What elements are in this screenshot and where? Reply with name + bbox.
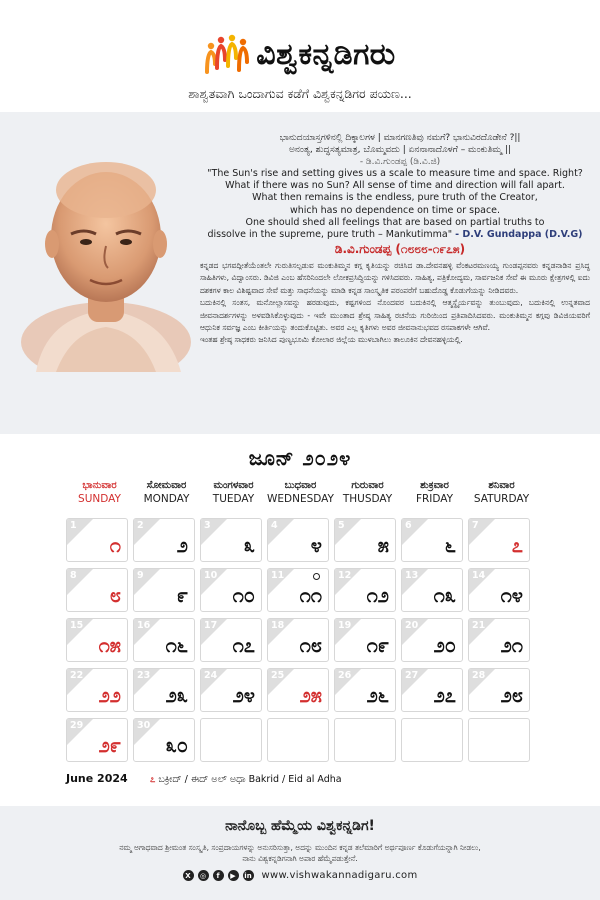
kannada-day-number: ೨೮	[500, 683, 523, 707]
day-number: 25	[271, 670, 285, 681]
kannada-day-number: ೨	[176, 533, 188, 557]
day-cell-12[interactable]	[334, 568, 396, 612]
weekday-kannada-label: ಮಂಗಳವಾರ	[213, 480, 254, 491]
portrait-image	[16, 142, 196, 372]
day-cell-15[interactable]	[66, 618, 128, 662]
kannada-day-number: ೨೦	[433, 633, 456, 657]
brand-logo-icon	[204, 34, 250, 74]
kannada-day-number: ೨೨	[98, 683, 121, 707]
day-number: 26	[338, 670, 352, 681]
kannada-day-number: ೧೭	[232, 633, 255, 657]
footer-description-line-1: ನಮ್ಮ ಅಗಾಧವಾದ ಶ್ರೀಮಂತ ಸಂಸ್ಕೃತಿ, ಸಂಪ್ರದಾಯಗಳನ್ನು ಅನುಸರಿಸುತ್ತಾ, ಅದನ್ನು ಮುಂದಿನ ಕನ್ನಡ ತಲೆಮಾರಿಗೆ ಅರ್ಥಪೂರ್ಣ ಕೊಡುಗೆಯನ್ನಾಗಿ ನೀಡಲು,	[119, 843, 481, 852]
weekday-kannada-label: ಭಾನುವಾರ	[82, 480, 117, 491]
day-cell-9[interactable]	[133, 568, 195, 612]
empty-day-cell	[200, 718, 262, 762]
slogan: ನಾನೊಬ್ಬ ಹೆಮ್ಮೆಯ ವಿಶ್ವಕನ್ನಡಿಗ!	[225, 818, 375, 834]
day-number: 27	[405, 670, 419, 681]
day-cell-5[interactable]	[334, 518, 396, 562]
day-number: 28	[472, 670, 486, 681]
kannada-day-number: ೯	[176, 583, 188, 607]
website-link[interactable]: www.vishwakannadigaru.com	[261, 870, 418, 881]
day-number: 6	[405, 520, 412, 531]
holiday-date: ೭	[150, 774, 156, 785]
english-quote-attribution: - D.V. Gundappa (D.V.G)	[455, 229, 583, 241]
day-number: 9	[137, 570, 144, 581]
day-cell-6[interactable]	[401, 518, 463, 562]
day-number: 23	[137, 670, 151, 681]
weekday-english-label: TUEDAY	[212, 493, 255, 505]
day-cell-4[interactable]	[267, 518, 329, 562]
english-quote-last-text: dissolve in the supreme, pure truth – Mankutimma"	[207, 229, 453, 241]
empty-day-cell	[468, 718, 530, 762]
english-quote-line: which has no dependence on time or space.	[289, 204, 501, 216]
weekday-kannada-label: ಶನಿವಾರ	[488, 480, 515, 491]
day-cell-24[interactable]	[200, 668, 262, 712]
kannada-day-number: ೧೯	[366, 633, 389, 657]
day-number: 1	[70, 520, 77, 531]
day-number: 29	[70, 720, 84, 731]
weekday-english-label: FRIDAY	[415, 493, 454, 505]
instagram-icon[interactable]: ◎	[198, 870, 209, 881]
empty-day-cell	[401, 718, 463, 762]
day-cell-14[interactable]	[468, 568, 530, 612]
kannada-day-number: ೧೮	[299, 633, 322, 657]
weekday-english-label: THUSDAY	[342, 493, 393, 505]
english-quote-line: One should shed all feelings that are based on partial truths to	[245, 216, 545, 228]
day-cell-13[interactable]	[401, 568, 463, 612]
kannada-day-number: ೧೨	[366, 583, 389, 607]
weekday-kannada-label: ಬುಧವಾರ	[284, 480, 317, 491]
bio-section	[0, 112, 600, 434]
holiday-text: ಬಕ್ರೀದ್ / ಈದ್ ಅಲ್ ಅಧಾ Bakrid / Eid al Adha	[158, 774, 342, 785]
weekday-monday	[133, 480, 200, 505]
english-quote-line: What if there was no Sun? All sense of time and direction will fall apart.	[225, 180, 565, 192]
kannada-day-number: ೧	[109, 533, 121, 557]
bio-text	[200, 260, 590, 347]
weekday-tueday	[200, 480, 267, 505]
weekday-english-label: SATURDAY	[473, 493, 530, 505]
day-cell-8[interactable]	[66, 568, 128, 612]
day-number: 3	[204, 520, 211, 531]
kannada-day-number: ೫	[377, 533, 389, 557]
calendar-grid	[66, 518, 530, 762]
kannada-day-number: ೨೪	[232, 683, 255, 707]
tagline: ಶಾಶ್ವತವಾಗಿ ಒಂದಾಗುವ ಕಡೆಗೆ ವಿಶ್ವಕನ್ನಡಿಗರ ಪಯಣ...	[188, 86, 412, 101]
day-number: 15	[70, 620, 84, 631]
weekday-kannada-label: ಗುರುವಾರ	[351, 480, 384, 491]
weekday-kannada-label: ಸೋಮವಾರ	[146, 480, 187, 491]
day-cell-19[interactable]	[334, 618, 396, 662]
kannada-day-number: ೩	[243, 533, 255, 557]
day-cell-29[interactable]	[66, 718, 128, 762]
day-number: 4	[271, 520, 278, 531]
day-number: 16	[137, 620, 151, 631]
empty-day-cell	[267, 718, 329, 762]
day-number: 19	[338, 620, 352, 631]
day-cell-27[interactable]	[401, 668, 463, 712]
kannada-day-number: ೧೧	[299, 583, 322, 607]
day-cell-20[interactable]	[401, 618, 463, 662]
day-number: 18	[271, 620, 285, 631]
kannada-day-number: ೮	[109, 583, 121, 607]
kannada-quote-attribution: - ಡಿ.ವಿ.ಗುಂಡಪ್ಪ (ಡಿ.ವಿ.ಜಿ)	[359, 157, 441, 167]
english-quote	[200, 168, 590, 241]
kannada-day-number: ೩೦	[165, 733, 188, 757]
day-number: 24	[204, 670, 218, 681]
kannada-day-number: ೧೦	[232, 583, 255, 607]
day-number: 5	[338, 520, 345, 531]
brand[interactable]	[0, 34, 600, 74]
empty-day-cell	[334, 718, 396, 762]
month-label: June 2024	[66, 772, 128, 785]
kannada-day-number: ೨೯	[98, 733, 121, 757]
kannada-day-number: ೨೩	[165, 683, 188, 707]
holiday-note	[150, 774, 342, 785]
kannada-day-number: ೨೭	[433, 683, 456, 707]
weekday-kannada-label: ಶುಕ್ರವಾರ	[420, 480, 449, 491]
weekday-english-label: MONDAY	[143, 493, 190, 505]
day-number: 7	[472, 520, 479, 531]
facebook-icon[interactable]: f	[213, 870, 224, 881]
brand-name: ವಿಶ್ವಕನ್ನಡಿಗರು	[256, 36, 396, 72]
weekday-sunday	[66, 480, 133, 505]
day-number: 8	[70, 570, 77, 581]
day-cell-22[interactable]	[66, 668, 128, 712]
kannada-day-number: ೨೫	[299, 683, 322, 707]
weekday-english-label: SUNDAY	[78, 493, 121, 505]
kannada-quote-line-1: ಭಾನುದಯಾಸ್ತಗಳಿನಲ್ಲಿ ದಿಕ್ಕಾಲಗಳ | ಮಾನಗಣತಿವು ನಮಗೆ? ಭಾನುವಿರದೊಡೇನೆ ?||	[279, 133, 521, 143]
kannada-day-number: ೨೬	[366, 683, 389, 707]
kannada-day-number: ೬	[444, 533, 456, 557]
kannada-day-number: ೨೧	[500, 633, 523, 657]
kannada-day-number: ೪	[310, 533, 322, 557]
footer	[0, 806, 600, 900]
calendar	[0, 434, 600, 806]
bio-paragraph-3: ಇಂತಹ ಶ್ರೇಷ್ಠ ಸಾಧಕರು ಜನಿಸಿದ ಪುಣ್ಯಭೂಮಿ ಕೋಲಾರ ಜಿಲ್ಲೆಯ ಮುಳಬಾಗಿಲು ತಾಲೂಕಿನ ದೇವನಹಳ್ಳಿಯಲ್ಲಿ.	[200, 335, 463, 345]
bio-paragraph-1: ಕನ್ನಡದ ಭಗವದ್ಗೀತೆಯೆಂತಲೇ ಗುರುತಿಸಲ್ಪಡುವ ಮಂಕುತಿಮ್ಮನ ಕಗ್ಗ ಕೃತಿಯನ್ನು ರಚಿಸಿದ ಡಾ.ದೇವನಹಳ್ಳಿ ವೆಂಕಟರಮಣಯ್ಯ ಗುಂಡಪ್ಪನವರು ಕನ್ನಡನಾಡಿನ ಪ್ರಸಿದ್ಧ ಸಾಹಿತಿಗಳು, ವಿದ್ವಾಂಸರು. ಡಿವಿಜಿ ಎಂಬ ಹೆಸರಿನಿಂದಲೇ ಲೋಕಪ್ರಸಿದ್ಧಿಯನ್ನು ಗಳಿಸಿದವರು. ಸಾಹಿತ್ಯ, ಪತ್ರಿಕೋದ್ಯಮ, ಸಾರ್ವಜನಿಕ ಸೇವೆ ಈ ಮೂರು ಕ್ಷೇತ್ರಗಳಲ್ಲಿ ಐದು ದಶಕಗಳ ಕಾಲ ವಿಶಿಷ್ಟವಾದ ಸೇವೆ ಮತ್ತು ಸಾಧನೆಯನ್ನು ಮಾಡಿ ಕನ್ನಡ ಸಾಂಸ್ಕೃತಿಕ ಪರಂಪರೆಗೆ ಬಹುದೊಡ್ಡ ಕೊಡುಗೆಯನ್ನು ನೀಡಿದವರು.	[200, 261, 590, 295]
kannada-day-number: ೧೪	[500, 583, 523, 607]
day-number: 2	[137, 520, 144, 531]
social-links	[0, 870, 600, 881]
day-cell-11[interactable]	[267, 568, 329, 612]
day-cell-16[interactable]	[133, 618, 195, 662]
day-number: 12	[338, 570, 352, 581]
english-quote-last-line	[200, 229, 590, 241]
day-cell-28[interactable]	[468, 668, 530, 712]
weekday-header	[66, 480, 536, 505]
day-number: 20	[405, 620, 419, 631]
day-number: 22	[70, 670, 84, 681]
weekday-thusday	[334, 480, 401, 505]
kannada-quote-line-2: ಅನಂತ್ಯ, ಶುದ್ಧಸತ್ಯಮಾತ್ರ, ಬೊಮ್ಮವದು | ಏನನಾನಾದೊಳಗೆ – ಮಂಕುತಿಮ್ಮ ||	[289, 145, 511, 155]
kannada-day-number: ೭	[511, 533, 523, 557]
day-cell-21[interactable]	[468, 618, 530, 662]
weekday-wednesday	[267, 480, 334, 505]
kannada-day-number: ೧೬	[165, 633, 188, 657]
day-number: 21	[472, 620, 486, 631]
kannada-day-number: ೧೫	[98, 633, 121, 657]
day-cell-25[interactable]	[267, 668, 329, 712]
day-number: 30	[137, 720, 151, 731]
day-cell-17[interactable]	[200, 618, 262, 662]
day-cell-26[interactable]	[334, 668, 396, 712]
day-cell-10[interactable]	[200, 568, 262, 612]
day-cell-18[interactable]	[267, 618, 329, 662]
day-cell-23[interactable]	[133, 668, 195, 712]
english-quote-line: "The Sun's rise and setting gives us a scale to measure time and space. Right?	[207, 168, 583, 179]
day-cell-3[interactable]	[200, 518, 262, 562]
linkedin-icon[interactable]: in	[244, 871, 252, 880]
day-cell-30[interactable]	[133, 718, 195, 762]
day-number: 14	[472, 570, 486, 581]
footer-description-line-2: ನಾನು ವಿಶ್ವಕನ್ನಡಿಗನಾಗಿ ಅಪಾರ ಹೆಮ್ಮೆಪಡುತ್ತೇನೆ.	[242, 854, 358, 863]
day-number: 11	[271, 570, 285, 581]
x-icon[interactable]: X	[183, 870, 194, 881]
kannada-quote	[210, 132, 590, 168]
weekday-friday	[401, 480, 468, 505]
bio-paragraph-2: ಬದುಕಿನಲ್ಲಿ ಸಂತಸ, ಮನೋಲ್ಲಾಸವನ್ನು ಹರಡುವುದು, ಕಷ್ಟಗಳಿಂದ ನೊಂದವರ ಬದುಕಿನಲ್ಲಿ ಆತ್ಮಸ್ಥೈರ್ಯವನ್ನು ತುಂಬುವುದು, ಬದುಕಿನಲ್ಲಿ ಉನ್ನತವಾದ ಜೀವನಾದರ್ಶಗಳನ್ನು ಅಳವಡಿಸಿಕೊಳ್ಳುವುದು - ಇವೇ ಮುಂತಾದ ಶ್ರೇಷ್ಠ ಸಾಹಿತ್ಯ ರಚನೆಯ ಗುರಿಯಿಂದ ಪ್ರತಿಪಾದಿಸಿದವರು. ಮಂಕುತಿಮ್ಮನ ಕಗ್ಗವು ಡಿವಿಜಿಯವರಿಗೆ ಆಧುನಿಕ ಸರ್ವಜ್ಞ ಎಂಬ ಕೀರ್ತಿಯನ್ನು ತಂದುಕೊಟ್ಟಿತು. ಅವರ ಎಲ್ಲ ಕೃತಿಗಳು ಅವರ ಜೀವನಾನುಭವದ ರಸಪಾಕಗಳೇ ಆಗಿವೆ.	[200, 298, 590, 333]
bio-title: ಡಿ.ವಿ.ಗುಂಡಪ್ಪ (೧೮೮೮-೧೯೭೫)	[334, 242, 466, 256]
day-cell-2[interactable]	[133, 518, 195, 562]
weekday-saturday	[468, 480, 535, 505]
kannada-day-number: ೧೩	[433, 583, 456, 607]
footer-description	[100, 842, 500, 864]
english-quote-line: What then remains is the endless, pure truth of the Creator,	[252, 192, 538, 204]
month-title: ಜೂನ್ ೨೦೨೪	[248, 446, 352, 470]
full-moon-icon	[313, 573, 320, 580]
day-cell-7[interactable]	[468, 518, 530, 562]
day-number: 17	[204, 620, 218, 631]
youtube-icon[interactable]: ▶	[228, 870, 239, 881]
day-number: 10	[204, 570, 218, 581]
header	[0, 0, 600, 112]
day-number: 13	[405, 570, 419, 581]
day-cell-1[interactable]	[66, 518, 128, 562]
weekday-english-label: WEDNESDAY	[267, 493, 334, 505]
